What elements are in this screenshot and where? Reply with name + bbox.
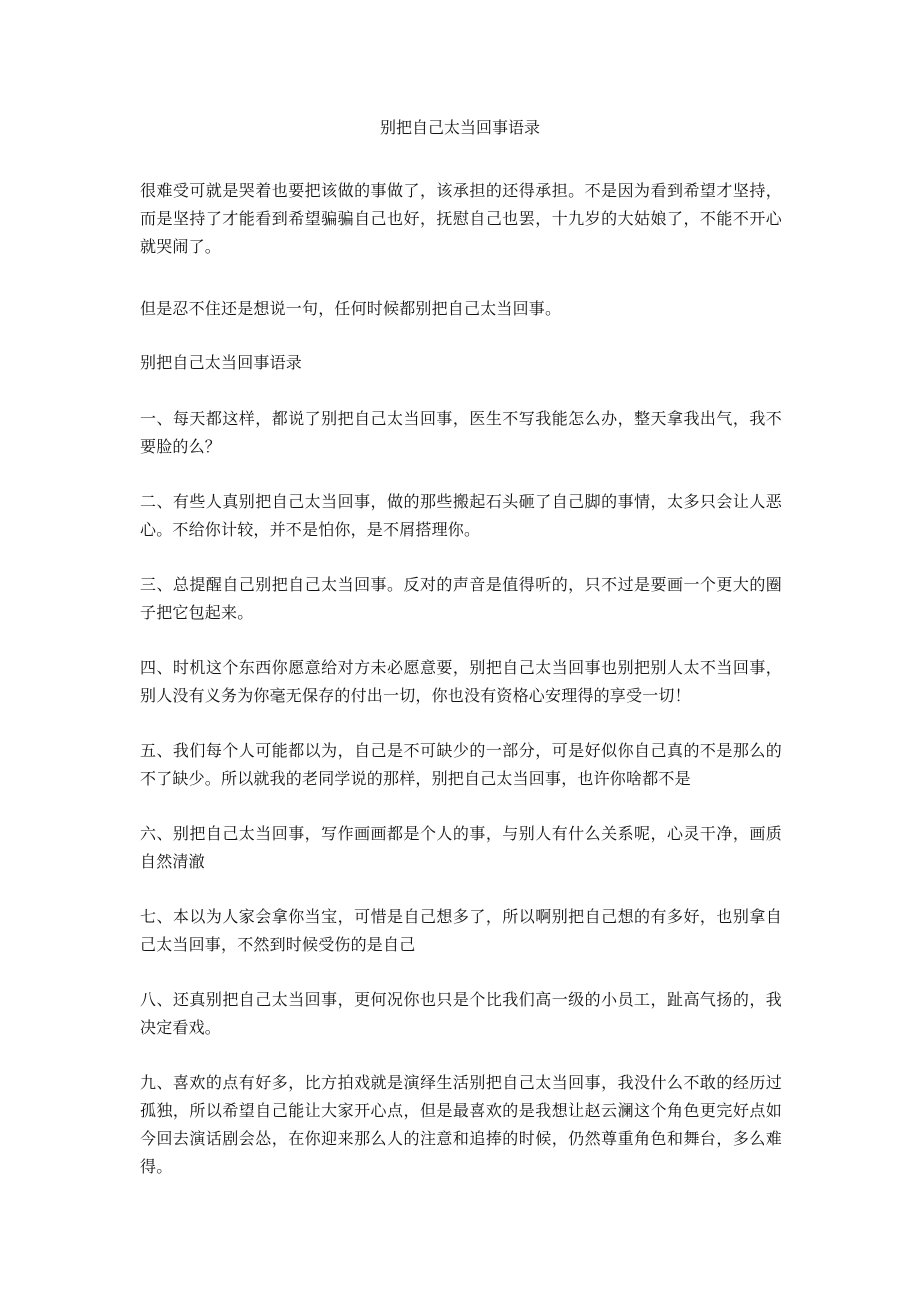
quote-paragraph-6: 六、别把自己太当回事，写作画画都是个人的事，与别人有什么关系呢，心灵干净，画质自然清澈	[140, 824, 782, 871]
quote-paragraph-9: 九、喜欢的点有好多，比方拍戏就是演绎生活别把自己太当回事，我没什么不敢的经历过孤独，所以希望自己能让大家开心点，但是最喜欢的是我想让赵云澜这个角色更完好点如今回去演话剧会怂，在你迎来那么人的注意和追捧的时候，仍然尊重角色和舞台，多么难得。	[140, 1073, 782, 1176]
document-title: 别把自己太当回事语录	[379, 118, 540, 137]
intro-paragraph-2: 但是忍不住还是想说一句，任何时候都别把自己太当回事。	[140, 299, 562, 318]
quote-paragraph-7: 七、本以为人家会拿你当宝，可惜是自己想多了，所以啊别把自己想的有多好，也别拿自己太当回事，不然到时候受伤的是自己	[140, 907, 782, 954]
quote-paragraph-1: 一、每天都这样，都说了别把自己太当回事，医生不写我能怎么办，整天拿我出气，我不要脸的么？	[140, 409, 782, 456]
intro-paragraph-1: 很难受可就是哭着也要把该做的事做了，该承担的还得承担。不是因为看到希望才坚持，而是坚持了才能看到希望骗骗自己也好，抚慰自己也罢，十九岁的大姑娘了，不能不开心就哭闹了。	[140, 181, 782, 256]
quote-paragraph-8: 八、还真别把自己太当回事，更何况你也只是个比我们高一级的小员工，趾高气扬的，我决定看戏。	[140, 990, 782, 1037]
quote-paragraph-3: 三、总提醒自己别把自己太当回事。反对的声音是值得听的，只不过是要画一个更大的圈子把它包起来。	[140, 575, 782, 622]
quote-paragraph-2: 二、有些人真别把自己太当回事，做的那些搬起石头砸了自己脚的事情，太多只会让人恶心。不给你计较，并不是怕你，是不屑搭理你。	[140, 492, 782, 539]
section-subtitle: 别把自己太当回事语录	[140, 353, 303, 372]
quote-paragraph-5: 五、我们每个人可能都以为，自己是不可缺少的一部分，可是好似你自己真的不是那么的不了缺少。所以就我的老同学说的那样，别把自己太当回事，也许你啥都不是	[140, 741, 782, 788]
quote-paragraph-4: 四、时机这个东西你愿意给对方未必愿意要，别把自己太当回事也别把别人太不当回事，别人没有义务为你毫无保存的付出一切，你也没有资格心安理得的享受一切！	[140, 658, 782, 705]
